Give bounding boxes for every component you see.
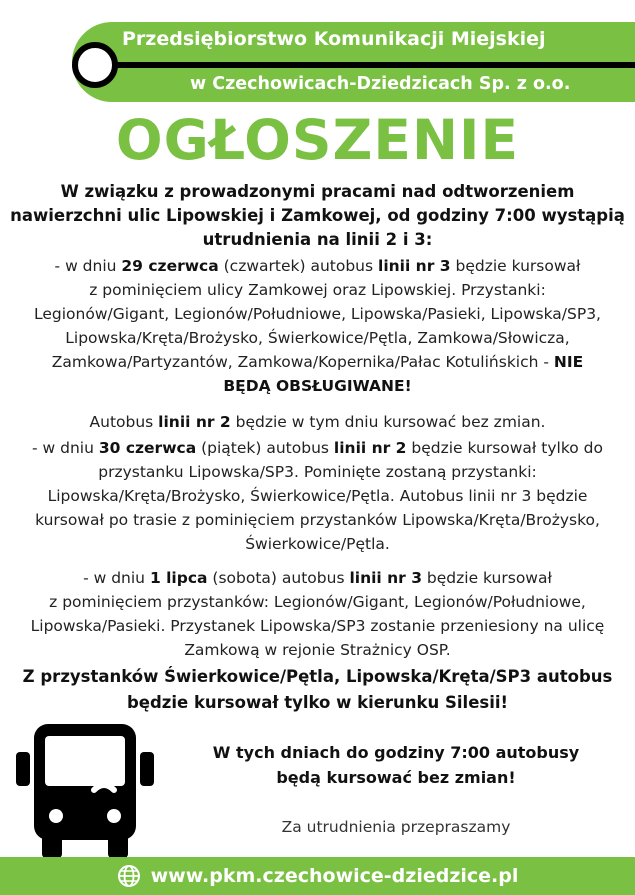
intro-line: nawierzchni ulic Lipowskiej i Zamkowej, od godziny 7:00 wystąpią (10, 206, 625, 225)
date: 30 czerwca (98, 439, 197, 457)
globe-icon (117, 864, 141, 888)
bus-line: linii nr 3 (378, 257, 451, 275)
company-name: Przedsiębiorstwo Komunikacji Miejskiej (122, 28, 546, 50)
bus-line: linii nr 3 (349, 569, 422, 587)
footer-bar (0, 857, 635, 895)
notice-june-30: - w dniu 30 czerwca (piątek) autobus linii nr 2 będzie kursował tylko do przystanku Lipowska/SP3. Pominięte zostaną przystanki: Lipowska/Kręta/Brożysko, Świerkowice/Pętla. Autobus linii nr 3 będzie kursował po trasie z pominięciem przystanków Lipowska/Kręta/Brożysko, Świerkowice/Pętla. (32, 439, 603, 553)
intro-line: W związku z prowadzonymi pracami nad odtworzeniem (60, 182, 575, 201)
company-location: w Czechowicach-Dziedzicach Sp. z o.o. (190, 74, 571, 94)
bus-line: linii nr 2 (158, 413, 231, 431)
intro-line: utrudnienia na linii 2 i 3: (202, 230, 433, 249)
page-title: OGŁOSZENIE (115, 108, 520, 172)
direction-notice: Z przystanków Świerkowice/Pętla, Lipowska/Kręta/SP3 autobus będzie kursował tylko w kierunku Silesii! (22, 667, 613, 712)
apology-text: Za utrudnienia przepraszamy (281, 818, 511, 836)
route-line (96, 62, 635, 68)
warning-text: NIE (553, 353, 584, 371)
notice-line-2-unchanged: Autobus linii nr 2 będzie w tym dniu kursować bez zmian. (89, 413, 546, 431)
date: 29 czerwca (121, 257, 219, 275)
warning-text: BĘDĄ OBSŁUGIWANE! (223, 377, 412, 395)
notice-july-1: - w dniu 1 lipca (sobota) autobus linii nr 3 będzie kursował z pominięciem przystanków: Legionów/Gigant, Legionów/Południowe, Lipowska/Pasieki. Przystanek Lipowska/SP3 zostanie przeniesiony na ulicę Zamkową w rejonie Strażnicy OSP. (30, 569, 605, 659)
intro-text (0, 180, 635, 252)
bus-line: linii nr 2 (333, 439, 407, 457)
bus-icon (12, 722, 158, 862)
schedule-note: W tych dniach do godziny 7:00 autobusy będą kursować bez zmian! (212, 743, 580, 787)
website-link[interactable]: www.pkm.czechowice-dziedzice.pl (150, 865, 519, 887)
bus-stop-icon (72, 42, 118, 88)
date: 1 lipca (149, 569, 208, 587)
notice-june-29: - w dniu 29 czerwca (czwartek) autobus linii nr 3 będzie kursował z pominięciem ulicy Zamkowej oraz Lipowskiej. Przystanki: Legionów/Gigant, Legionów/Południowe, Lipowska/Pasieki, Lipowska/SP3, Lipowska/Kręta/Brożysko, Świerkowice/Pętla, Zamkowa/Słowicza, Zamkowa/Partyzantów, Zamkowa/Kopernika/Pałac Kotulińskich - NIE BĘDĄ OBSŁUGIWANE! (34, 257, 601, 395)
